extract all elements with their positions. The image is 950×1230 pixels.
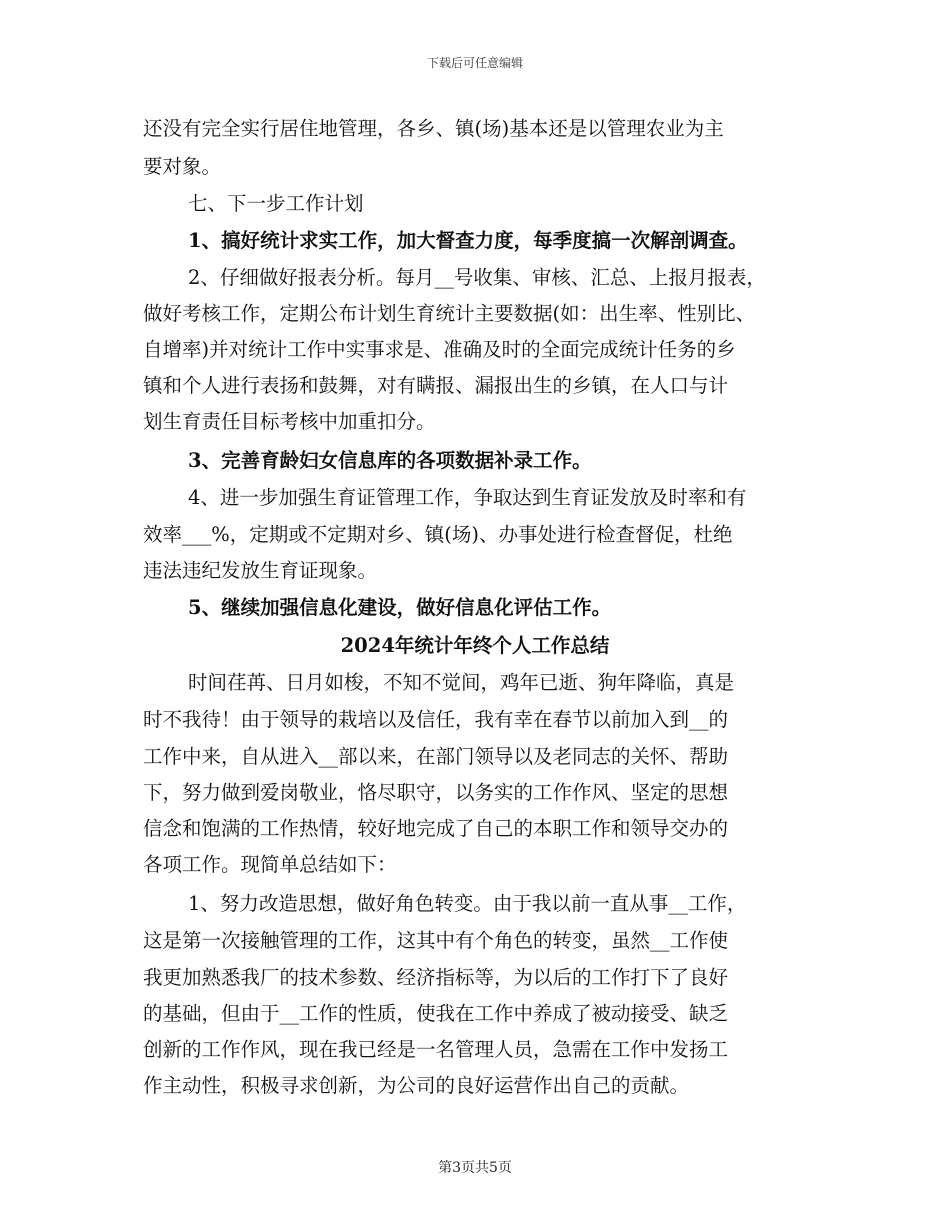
text-line: 4、进一步加强生育证管理工作，争取达到生育证发放及时率和有 <box>188 486 747 509</box>
text-line: 违法违纪发放生育证现象。 <box>143 559 378 582</box>
text-line: 要对象。 <box>143 155 222 178</box>
text-line: 各项工作。现简单总结如下： <box>143 853 397 876</box>
text-line: 信念和饱满的工作热情，较好地完成了自己的本职工作和领导交办的 <box>143 817 729 840</box>
text-line: 1、搞好统计求实工作，加大督查力度，每季度搞一次解剖调查。 <box>188 229 748 252</box>
text-line: 5、继续加强信息化建设，做好信息化评估工作。 <box>188 596 612 619</box>
text-line: 做好考核工作，定期公布计划生育统计主要数据(如：出生率、性别比、 <box>143 302 756 325</box>
text-line: 下，努力做到爱岗敬业，恪尽职守，以务实的工作作风、坚定的思想 <box>143 781 729 804</box>
text-line: 这是第一次接触管理的工作，这其中有个角色的转变，虽然__工作使 <box>143 929 729 952</box>
text-line: 还没有完全实行居住地管理，各乡、镇(场)基本还是以管理农业为主 <box>143 117 724 140</box>
text-line: 效率___%，定期或不定期对乡、镇(场)、办事处进行检查督促，杜绝 <box>143 523 733 546</box>
text-line: 1、努力改造思想，做好角色转变。由于我以前一直从事__工作， <box>188 892 747 915</box>
text-line: 我更加熟悉我厂的技术参数、经济指标等，为以后的工作打下了良好 <box>143 966 729 989</box>
page-title: 2024年统计年终个人工作总结 <box>340 634 610 657</box>
text-line: 创新的工作作风，现在我已经是一名管理人员，急需在工作中发扬工 <box>143 1038 729 1061</box>
page-header: 下载后可任意编辑 <box>426 56 523 70</box>
text-line: 工作中来，自从进入__部以来，在部门领导以及老同志的关怀、帮助 <box>143 745 729 768</box>
text-line: 2、仔细做好报表分析。每月__号收集、审核、汇总、上报月报表， <box>188 266 766 289</box>
section-heading: 七、下一步工作计划 <box>188 192 364 215</box>
text-line: 3、完善育龄妇女信息库的各项数据补录工作。 <box>188 449 592 472</box>
text-line: 自增率)并对统计工作中实事求是、准确及时的全面完成统计任务的乡 <box>143 338 736 361</box>
page-footer: 第3页共5页 <box>438 1160 512 1176</box>
text-line: 时不我待！由于领导的栽培以及信任，我有幸在春节以前加入到__的 <box>143 708 729 731</box>
text-line: 作主动性，积极寻求创新，为公司的良好运营作出自己的贡献。 <box>143 1074 690 1097</box>
text-line: 划生育责任目标考核中加重扣分。 <box>143 410 436 433</box>
text-line: 的基础，但由于__工作的性质，使我在工作中养成了被动接受、缺乏 <box>143 1002 729 1025</box>
text-line: 时间荏苒、日月如梭，不知不觉间，鸡年已逝、狗年降临，真是 <box>188 671 735 694</box>
text-line: 镇和个人进行表扬和鼓舞，对有瞒报、漏报出生的乡镇，在人口与计 <box>143 374 729 397</box>
